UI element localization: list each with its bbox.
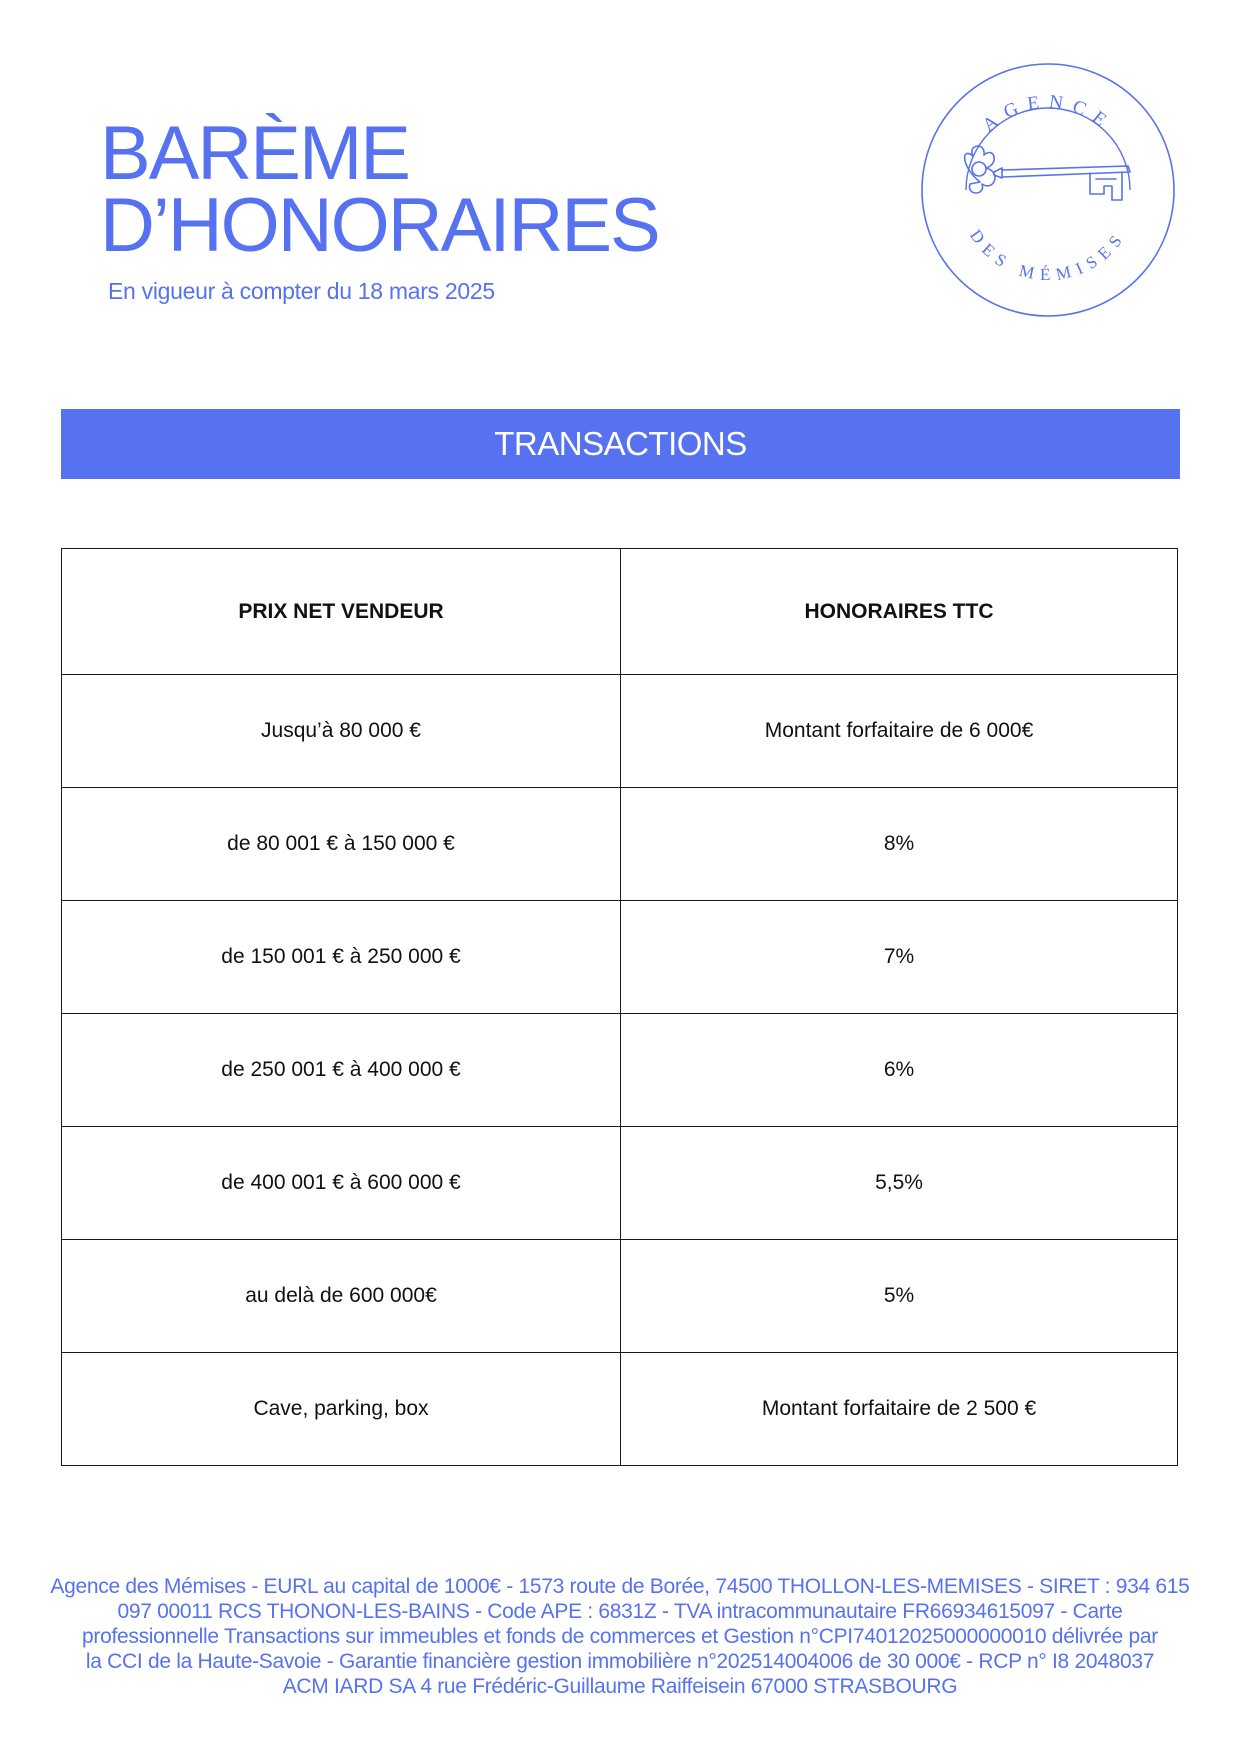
logo-top-text: AGENCE	[978, 91, 1118, 137]
table-row	[62, 1353, 1178, 1466]
footer-line: Agence des Mémises - EURL au capital de 1000€ - 1573 route de Borée, 74500 THOLLON-LES-MEMISES - SIRET : 934 615	[50, 1575, 1190, 1598]
price-range-cell: de 400 001 € à 600 000 €	[62, 1127, 621, 1240]
logo-bottom-text: DES MÉMISES	[966, 226, 1130, 285]
fee-cell: Montant forfaitaire de 2 500 €	[621, 1353, 1178, 1466]
price-range-cell: Cave, parking, box	[62, 1353, 621, 1466]
table-row	[62, 675, 1178, 788]
fee-cell: 5,5%	[621, 1127, 1178, 1240]
table-header-row	[62, 549, 1178, 675]
legal-footer	[35, 1574, 1205, 1699]
footer-line: ACM IARD SA 4 rue Frédéric-Guillaume Raiffeisein 67000 STRASBOURG	[282, 1675, 958, 1698]
footer-line: professionnelle Transactions sur immeubles et fonds de commerces et Gestion n°CPI74012025000000010 délivrée par	[82, 1625, 1158, 1648]
footer-line: la CCI de la Haute-Savoie - Garantie financière gestion immobilière n°202514004006 de 30 000€ - RCP n° I8 2048037	[85, 1650, 1155, 1673]
price-range-cell: de 80 001 € à 150 000 €	[62, 788, 621, 901]
fee-cell: 5%	[621, 1240, 1178, 1353]
price-range-cell: de 150 001 € à 250 000 €	[62, 901, 621, 1014]
page-title	[100, 111, 659, 268]
fees-table	[61, 548, 1178, 1466]
fee-cell: 8%	[621, 788, 1178, 901]
fee-cell: Montant forfaitaire de 6 000€	[621, 675, 1178, 788]
transactions-banner: TRANSACTIONS	[61, 409, 1180, 479]
footer-line: 097 00011 RCS THONON-LES-BAINS - Code APE : 6831Z - TVA intracommunautaire FR66934615097 - Carte	[117, 1600, 1123, 1623]
fee-cell: 6%	[621, 1014, 1178, 1127]
fee-cell: 7%	[621, 901, 1178, 1014]
table-row	[62, 901, 1178, 1014]
page-title-line-1: BARÈME	[100, 111, 409, 196]
column-header-fees: HONORAIRES TTC	[621, 549, 1178, 675]
price-range-cell: Jusqu’à 80 000 €	[62, 675, 621, 788]
table-row	[62, 1014, 1178, 1127]
table-row	[62, 1240, 1178, 1353]
page-title-line-2: D’HONORAIRES	[100, 183, 659, 268]
table-row	[62, 1127, 1178, 1240]
table-row	[62, 788, 1178, 901]
price-range-cell: de 250 001 € à 400 000 €	[62, 1014, 621, 1127]
effective-date-subtitle: En vigueur à compter du 18 mars 2025	[108, 278, 495, 304]
column-header-net-price: PRIX NET VENDEUR	[62, 549, 621, 675]
price-range-cell: au delà de 600 000€	[62, 1240, 621, 1353]
key-icon	[965, 146, 1130, 200]
agency-logo	[918, 60, 1178, 320]
